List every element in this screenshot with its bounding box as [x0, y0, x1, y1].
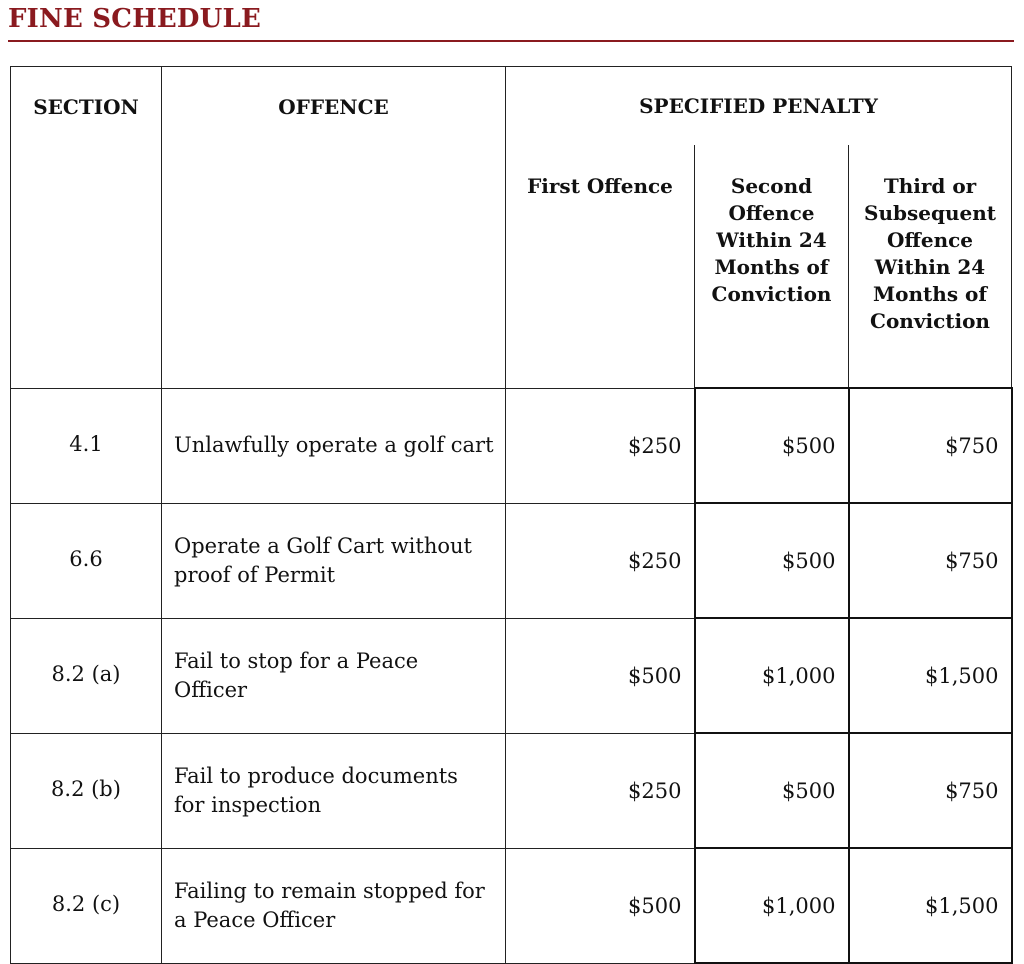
- first-offence-fine: $500: [506, 848, 695, 963]
- first-offence-fine: $250: [506, 388, 695, 503]
- offence-cell: Fail to produce documents for inspection: [162, 733, 506, 848]
- header-section: SECTION: [11, 67, 162, 389]
- table-row: [11, 848, 1012, 963]
- offence-cell: Fail to stop for a Peace Officer: [162, 618, 506, 733]
- offence-cell: Unlawfully operate a golf cart: [162, 388, 506, 503]
- offence-cell: Operate a Golf Cart without proof of Permit: [162, 503, 506, 618]
- second-offence-fine: $500: [695, 503, 849, 618]
- second-offence-fine: $500: [695, 388, 849, 503]
- page-title: FINE SCHEDULE: [8, 4, 262, 34]
- section-cell: 8.2 (c): [11, 848, 162, 963]
- fine-schedule-table: [10, 66, 1013, 964]
- table-row: [11, 733, 1012, 848]
- second-offence-fine: $1,000: [695, 848, 849, 963]
- third-offence-fine: $750: [849, 388, 1012, 503]
- second-offence-fine: $1,000: [695, 618, 849, 733]
- offence-cell: Failing to remain stopped for a Peace Officer: [162, 848, 506, 963]
- header-third-offence: Third or Subsequent Offence Within 24 Months of Conviction: [849, 145, 1012, 388]
- first-offence-fine: $250: [506, 733, 695, 848]
- first-offence-fine: $250: [506, 503, 695, 618]
- section-cell: 6.6: [11, 503, 162, 618]
- section-cell: 4.1: [11, 388, 162, 503]
- third-offence-fine: $750: [849, 733, 1012, 848]
- header-specified-penalty: SPECIFIED PENALTY: [506, 67, 1012, 146]
- table-row: [11, 618, 1012, 733]
- title-divider: [8, 40, 1014, 42]
- third-offence-fine: $1,500: [849, 848, 1012, 963]
- third-offence-fine: $1,500: [849, 618, 1012, 733]
- header-offence: OFFENCE: [162, 67, 506, 389]
- third-offence-fine: $750: [849, 503, 1012, 618]
- first-offence-fine: $500: [506, 618, 695, 733]
- table-row: [11, 503, 1012, 618]
- table-row: [11, 388, 1012, 503]
- header-first-offence: First Offence: [506, 145, 695, 388]
- section-cell: 8.2 (a): [11, 618, 162, 733]
- header-second-offence: Second Offence Within 24 Months of Conviction: [695, 145, 849, 388]
- second-offence-fine: $500: [695, 733, 849, 848]
- section-cell: 8.2 (b): [11, 733, 162, 848]
